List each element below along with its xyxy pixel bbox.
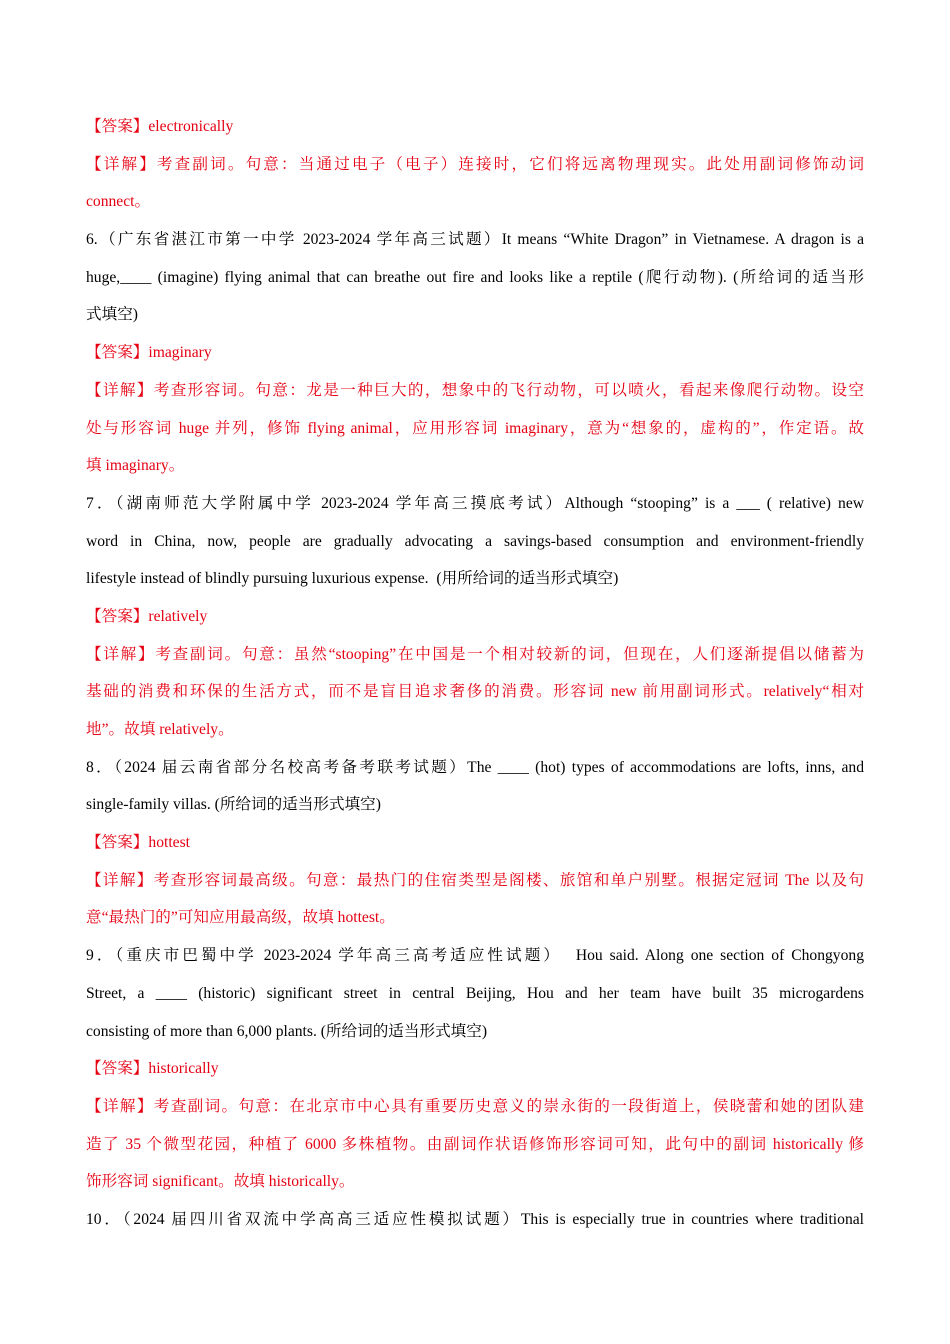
- question-line-q6-2: [86, 259, 864, 297]
- explanation-text: 处与形容词 huge 并列，修饰 flying animal，应用形容词 imaginary，意为“想象的，虚构的”，作定语。故: [86, 419, 864, 437]
- explanation-line-q9-3: [86, 1163, 864, 1201]
- explanation-text: 饰形容词 significant。故填 historically。: [86, 1173, 355, 1191]
- explanation-label: 【详解】: [86, 645, 156, 663]
- explanation-line-q9-1: [86, 1088, 864, 1126]
- question-text: Street, a ____ (historic) significant street in central Beijing, Hou and her team have built 35 microgardens: [86, 984, 864, 1002]
- question-line-q7-3: [86, 560, 864, 598]
- question-text: lifestyle instead of blindly pursuing luxurious expense. (用所给词的适当形式填空): [86, 570, 619, 588]
- answer-line-q9: [86, 1050, 864, 1088]
- question-text: 10．（2024 届四川省双流中学高高三适应性模拟试题）This is especially true in countries where traditional: [86, 1210, 864, 1228]
- question-text: huge,____ (imagine) flying animal that can breathe out fire and looks like a reptile (爬行动物). (所给词的适当形: [86, 268, 864, 286]
- explanation-text: 考查形容词最高级。句意：最热门的住宿类型是阁楼、旅馆和单户别墅。根据定冠词 The 以及句: [153, 871, 864, 889]
- explanation-text: 意“最热门的”可知应用最高级，故填 hottest。: [86, 909, 395, 927]
- answer-text: electronically: [148, 118, 234, 135]
- question-line-q7-2: [86, 523, 864, 561]
- answer-line-q6: [86, 334, 864, 372]
- question-text: 8．（2024 届云南省部分名校高考备考联考试题）The ____ (hot) types of accommodations are lofts, inns, and: [86, 758, 864, 776]
- explanation-text: 考查副词。句意：当通过电子（电子）连接时，它们将远离物理现实。此处用副词修饰动词: [156, 155, 864, 173]
- question-line-q9-1: [86, 937, 864, 975]
- explanation-text: connect。: [86, 193, 151, 211]
- explanation-line-q5-1: [86, 146, 864, 184]
- question-text: 9．（重庆市巴蜀中学 2023-2024 学年高三高考适应性试题） Hou said. Along one section of Chongyong: [86, 947, 864, 965]
- question-line-q6-1: [86, 221, 864, 259]
- explanation-label: 【详解】: [86, 381, 154, 399]
- explanation-line-q6-3: [86, 447, 864, 485]
- explanation-line-q5-2: [86, 183, 864, 221]
- question-text: 6.（广东省湛江市第一中学 2023-2024 学年高三试题）It means “White Dragon” in Vietnamese. A dragon is a: [86, 231, 864, 249]
- explanation-line-q6-1: [86, 372, 864, 410]
- answer-label: 【答案】: [86, 1060, 149, 1078]
- question-line-q10-1: [86, 1201, 864, 1239]
- answer-label: 【答案】: [86, 118, 149, 135]
- question-line-q9-2: [86, 975, 864, 1013]
- explanation-line-q8-2: [86, 899, 864, 937]
- question-text: single-family villas. (所给词的适当形式填空): [86, 796, 381, 814]
- explanation-line-q7-3: [86, 711, 864, 749]
- question-text: 7．（湖南师范大学附属中学 2023-2024 学年高三摸底考试）Although “stooping” is a ___ ( relative) new: [86, 494, 864, 512]
- question-text: consisting of more than 6,000 plants. (所给词的适当形式填空): [86, 1022, 488, 1040]
- question-line-q9-3: [86, 1013, 864, 1051]
- answer-label: 【答案】: [86, 834, 149, 852]
- explanation-text: 造了 35 个微型花园，种植了 6000 多株植物。由副词作状语修饰形容词可知，此句中的副词 historically 修: [86, 1135, 864, 1153]
- document-page: [86, 108, 864, 1239]
- explanation-line-q8-1: [86, 862, 864, 900]
- explanation-line-q7-1: [86, 636, 864, 674]
- answer-label: 【答案】: [86, 607, 149, 625]
- answer-line-q8: [86, 824, 864, 862]
- explanation-line-q7-2: [86, 673, 864, 711]
- answer-text: hottest: [148, 834, 190, 852]
- explanation-line-q6-2: [86, 410, 864, 448]
- explanation-text: 考查副词。句意：虽然“stooping”在中国是一个相对较新的词，但现在，人们逐渐提倡以储蓄为: [155, 645, 864, 663]
- explanation-line-q9-2: [86, 1126, 864, 1164]
- explanation-label: 【详解】: [86, 155, 157, 173]
- answer-line-q7: [86, 598, 864, 636]
- question-line-q7-1: [86, 485, 864, 523]
- question-text: 式填空): [86, 306, 138, 324]
- answer-text: relatively: [148, 607, 208, 625]
- explanation-text: 填 imaginary。: [86, 457, 185, 475]
- explanation-text: 基础的消费和环保的生活方式，而不是盲目追求奢侈的消费。形容词 new 前用副词形式。relatively“相对: [86, 683, 864, 701]
- explanation-label: 【详解】: [86, 1097, 154, 1115]
- explanation-text: 地”。故填 relatively。: [86, 721, 234, 738]
- explanation-label: 【详解】: [86, 871, 154, 889]
- answer-line-q5: [86, 108, 864, 146]
- question-line-q6-3: [86, 296, 864, 334]
- explanation-text: 考查副词。句意：在北京市中心具有重要历史意义的崇永街的一段街道上，侯晓蕾和她的团队建: [153, 1097, 864, 1115]
- question-line-q8-2: [86, 786, 864, 824]
- question-line-q8-1: [86, 749, 864, 787]
- answer-text: historically: [148, 1060, 219, 1078]
- answer-label: 【答案】: [86, 344, 149, 362]
- question-text: word in China, now, people are gradually advocating a savings-based consumption and environment-friendly: [86, 532, 864, 550]
- answer-text: imaginary: [148, 344, 212, 362]
- explanation-text: 考查形容词。句意：龙是一种巨大的，想象中的飞行动物，可以喷火，看起来像爬行动物。设空: [153, 381, 864, 399]
